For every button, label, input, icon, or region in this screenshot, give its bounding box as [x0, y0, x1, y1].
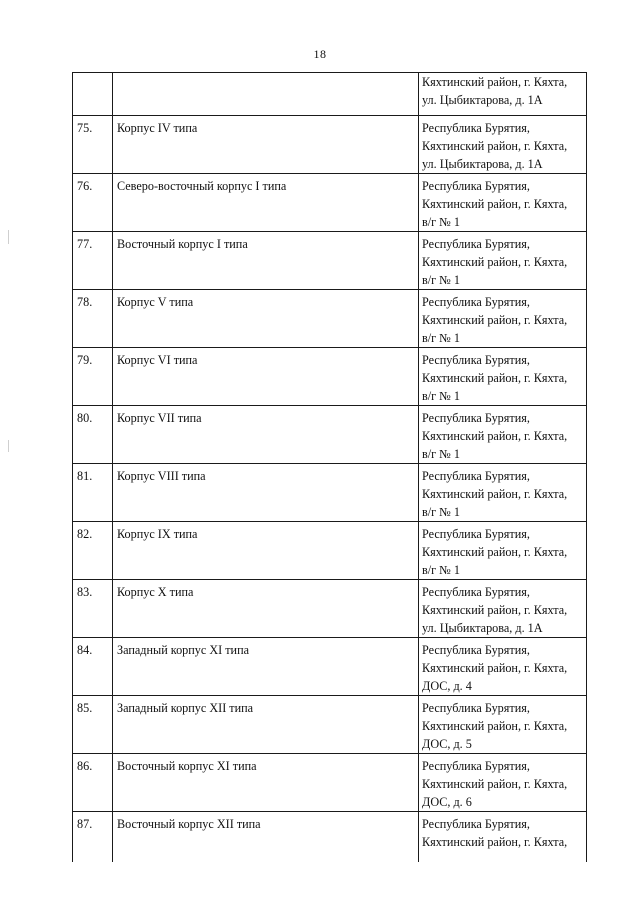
object-name-cell: Западный корпус XI типа [113, 638, 419, 696]
address-line: Республика Бурятия, [422, 121, 530, 135]
address-cell [419, 522, 587, 580]
row-number-cell: 83. [73, 580, 113, 638]
address-line: Кяхтинский район, г. Кяхта, [422, 371, 568, 385]
table-row [73, 522, 587, 580]
address-line: ДОС, д. 6 [422, 795, 472, 809]
scan-artifact-left [8, 440, 9, 452]
address-line: Республика Бурятия, [422, 411, 530, 425]
row-number-cell: 77. [73, 232, 113, 290]
row-number-cell: 76. [73, 174, 113, 232]
address-cell [419, 812, 587, 862]
object-name-cell: Корпус VII типа [113, 406, 419, 464]
row-number-cell: 86. [73, 754, 113, 812]
address-line: Республика Бурятия, [422, 237, 530, 251]
address-line: в/г № 1 [422, 563, 460, 577]
object-name-cell: Восточный корпус XI типа [113, 754, 419, 812]
address-line: Кяхтинский район, г. Кяхта, [422, 545, 568, 559]
address-line: Кяхтинский район, г. Кяхта, [422, 661, 568, 675]
address-cell [419, 696, 587, 754]
address-line: Кяхтинский район, г. Кяхта, [422, 197, 568, 211]
object-name-cell: Восточный корпус I типа [113, 232, 419, 290]
address-line: ул. Цыбиктарова, д. 1А [422, 621, 543, 635]
address-line: Кяхтинский район, г. Кяхта, [422, 777, 568, 791]
table-row [73, 174, 587, 232]
address-line: Республика Бурятия, [422, 643, 530, 657]
row-number-cell: 87. [73, 812, 113, 862]
object-name-cell: Корпус X типа [113, 580, 419, 638]
table-row [73, 580, 587, 638]
row-number-cell: 79. [73, 348, 113, 406]
row-number-cell: 81. [73, 464, 113, 522]
objects-table [72, 72, 587, 862]
scan-artifact-left [8, 230, 9, 244]
object-name-cell: Западный корпус XII типа [113, 696, 419, 754]
address-line: Республика Бурятия, [422, 179, 530, 193]
address-line: Республика Бурятия, [422, 527, 530, 541]
address-line: в/г № 1 [422, 447, 460, 461]
address-line: ДОС, д. 5 [422, 737, 472, 751]
address-cell [419, 580, 587, 638]
address-line: Кяхтинский район, г. Кяхта, [422, 487, 568, 501]
table-row [73, 116, 587, 174]
address-line: Кяхтинский район, г. Кяхта, [422, 75, 568, 89]
address-line: Кяхтинский район, г. Кяхта, [422, 139, 568, 153]
page-number: 18 [313, 47, 327, 61]
table-row [73, 638, 587, 696]
row-number-cell: 82. [73, 522, 113, 580]
row-number-cell: 85. [73, 696, 113, 754]
address-line: Республика Бурятия, [422, 295, 530, 309]
table-row [73, 290, 587, 348]
address-line: в/г № 1 [422, 273, 460, 287]
address-line: Республика Бурятия, [422, 759, 530, 773]
address-line: ул. Цыбиктарова, д. 1А [422, 93, 543, 107]
address-cell [419, 348, 587, 406]
address-cell [419, 73, 587, 116]
object-name-cell: Корпус VIII типа [113, 464, 419, 522]
address-line: Кяхтинский район, г. Кяхта, [422, 719, 568, 733]
table-row [73, 696, 587, 754]
object-name-cell: Корпус VI типа [113, 348, 419, 406]
row-number-cell: 78. [73, 290, 113, 348]
table-row [73, 812, 587, 862]
address-cell [419, 116, 587, 174]
address-line: в/г № 1 [422, 215, 460, 229]
row-number-cell [73, 73, 113, 116]
address-line: Кяхтинский район, г. Кяхта, [422, 603, 568, 617]
address-cell [419, 174, 587, 232]
address-line: Кяхтинский район, г. Кяхта, [422, 255, 568, 269]
address-line: Республика Бурятия, [422, 585, 530, 599]
address-line: Кяхтинский район, г. Кяхта, [422, 313, 568, 327]
table-row [73, 754, 587, 812]
address-line: в/г № 1 [422, 331, 460, 345]
address-line: Кяхтинский район, г. Кяхта, [422, 835, 568, 849]
row-number-cell: 84. [73, 638, 113, 696]
address-cell [419, 406, 587, 464]
object-name-cell: Корпус IX типа [113, 522, 419, 580]
address-cell [419, 290, 587, 348]
address-cell [419, 232, 587, 290]
address-cell [419, 754, 587, 812]
object-name-cell: Корпус IV типа [113, 116, 419, 174]
address-line: Республика Бурятия, [422, 469, 530, 483]
address-line: Республика Бурятия, [422, 353, 530, 367]
address-line: Кяхтинский район, г. Кяхта, [422, 429, 568, 443]
address-line: в/г № 1 [422, 389, 460, 403]
address-line: ДОС, д. 4 [422, 679, 472, 693]
table-row [73, 464, 587, 522]
address-line: ул. Цыбиктарова, д. 1А [422, 157, 543, 171]
object-name-cell: Восточный корпус XII типа [113, 812, 419, 862]
row-number-cell: 80. [73, 406, 113, 464]
object-name-cell [113, 73, 419, 116]
address-cell [419, 638, 587, 696]
object-name-cell: Корпус V типа [113, 290, 419, 348]
address-cell [419, 464, 587, 522]
table-row-continuation [73, 73, 587, 116]
row-number-cell: 75. [73, 116, 113, 174]
table-row [73, 232, 587, 290]
table-row [73, 348, 587, 406]
object-name-cell: Северо-восточный корпус I типа [113, 174, 419, 232]
address-line: Республика Бурятия, [422, 701, 530, 715]
address-line: Республика Бурятия, [422, 817, 530, 831]
table-row [73, 406, 587, 464]
objects-table-body [73, 73, 587, 862]
address-line: в/г № 1 [422, 505, 460, 519]
